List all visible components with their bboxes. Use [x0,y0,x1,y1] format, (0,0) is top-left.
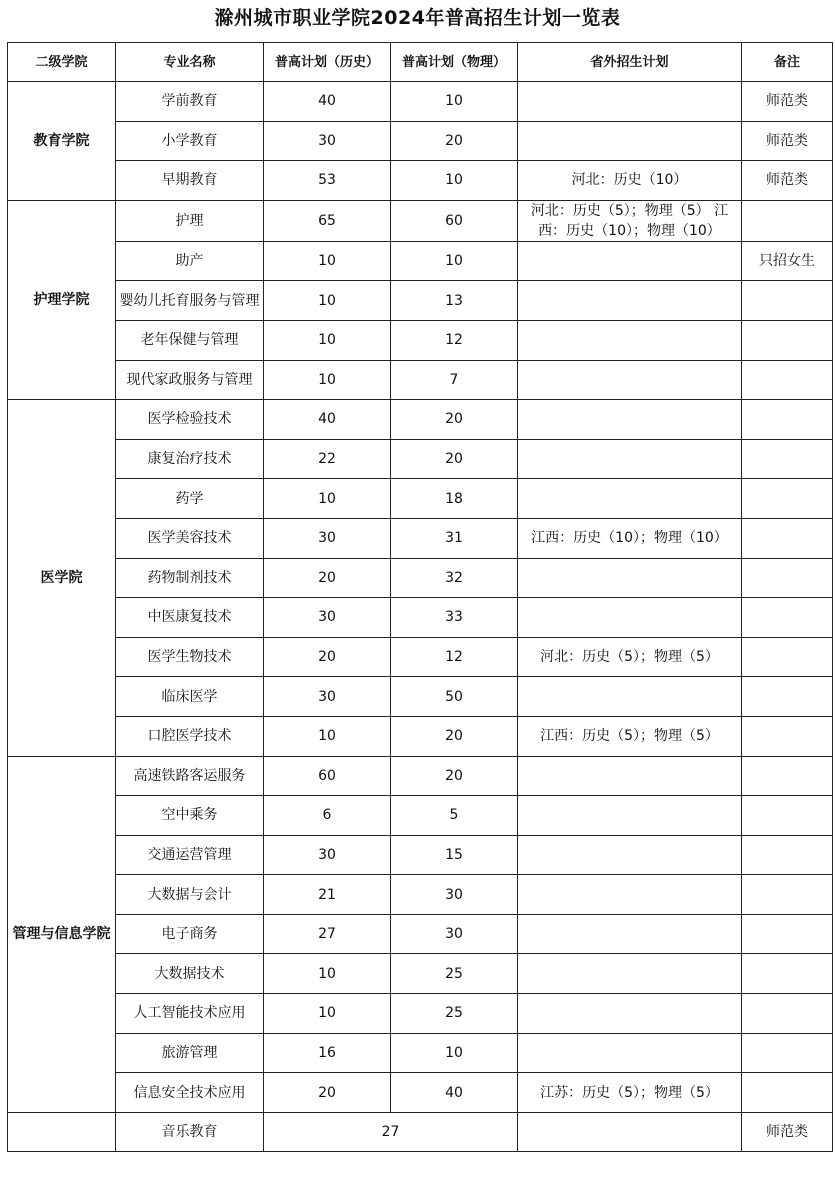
out-of-province-cell [518,121,742,161]
college-cell: 护理学院 [8,200,116,399]
history-cell: 65 [264,200,391,241]
remark-cell [742,400,833,440]
remark-cell [742,439,833,479]
table-row [8,914,833,954]
remark-cell [742,598,833,638]
history-cell: 10 [264,716,391,756]
table-row [8,400,833,440]
physics-cell: 25 [391,954,518,994]
remark-cell [742,479,833,519]
out-of-province-cell [518,835,742,875]
table-row [8,200,833,241]
physics-cell: 31 [391,518,518,558]
physics-cell: 50 [391,677,518,717]
physics-cell: 7 [391,360,518,400]
physics-cell: 40 [391,1073,518,1113]
history-cell: 30 [264,677,391,717]
major-cell: 音乐教育 [116,1112,264,1152]
major-cell: 临床医学 [116,677,264,717]
out-of-province-cell [518,400,742,440]
history-cell: 21 [264,875,391,915]
remark-cell: 师范类 [742,161,833,201]
remark-cell [742,954,833,994]
remark-cell [742,716,833,756]
history-cell: 27 [264,914,391,954]
out-of-province-cell [518,994,742,1034]
table-row [8,835,833,875]
physics-cell: 12 [391,637,518,677]
major-cell: 口腔医学技术 [116,716,264,756]
remark-cell [742,1033,833,1073]
table-row [8,756,833,796]
history-cell: 30 [264,518,391,558]
table-row [8,954,833,994]
remark-cell [742,994,833,1034]
physics-cell: 20 [391,756,518,796]
header-college: 二级学院 [8,43,116,82]
major-cell: 学前教育 [116,82,264,122]
major-cell: 交通运营管理 [116,835,264,875]
history-cell: 10 [264,241,391,281]
major-cell: 医学检验技术 [116,400,264,440]
header-history-plan: 普高计划（历史） [264,43,391,82]
table-row [8,1033,833,1073]
major-cell: 电子商务 [116,914,264,954]
major-cell: 空中乘务 [116,796,264,836]
table-row [8,82,833,122]
history-cell: 16 [264,1033,391,1073]
remark-cell [742,677,833,717]
remark-cell [742,360,833,400]
college-cell: 医学院 [8,400,116,756]
remark-cell [742,200,833,241]
major-cell: 医学美容技术 [116,518,264,558]
history-cell: 10 [264,281,391,321]
history-cell: 60 [264,756,391,796]
table-row [8,716,833,756]
out-of-province-cell [518,756,742,796]
remark-cell [742,518,833,558]
out-of-province-cell: 江西：历史（5）；物理（5） [518,716,742,756]
major-cell: 现代家政服务与管理 [116,360,264,400]
history-cell: 10 [264,954,391,994]
combined-plan-cell: 27 [264,1112,518,1152]
major-cell: 老年保健与管理 [116,320,264,360]
physics-cell: 20 [391,121,518,161]
major-cell: 人工智能技术应用 [116,994,264,1034]
remark-cell [742,1073,833,1113]
physics-cell: 60 [391,200,518,241]
major-cell: 早期教育 [116,161,264,201]
major-cell: 旅游管理 [116,1033,264,1073]
out-of-province-cell [518,320,742,360]
history-cell: 10 [264,479,391,519]
physics-cell: 20 [391,439,518,479]
out-of-province-cell [518,479,742,519]
physics-cell: 20 [391,400,518,440]
out-of-province-cell [518,360,742,400]
table-row [8,241,833,281]
out-of-province-cell [518,439,742,479]
history-cell: 10 [264,320,391,360]
out-of-province-cell [518,954,742,994]
table-row [8,637,833,677]
college-cell: 管理与信息学院 [8,756,116,1112]
out-of-province-cell [518,598,742,638]
header-row [8,43,833,82]
history-cell: 10 [264,994,391,1034]
out-of-province-cell [518,82,742,122]
major-cell: 助产 [116,241,264,281]
table-row [8,320,833,360]
history-cell: 20 [264,558,391,598]
table-row [8,1073,833,1113]
remark-cell [742,796,833,836]
out-of-province-cell: 江西：历史（10）；物理（10） [518,518,742,558]
out-of-province-cell [518,241,742,281]
out-of-province-cell: 河北：历史（5）；物理（5） 江西：历史（10）；物理（10） [518,200,742,241]
remark-cell [742,637,833,677]
remark-cell [742,558,833,598]
physics-cell: 25 [391,994,518,1034]
physics-cell: 10 [391,82,518,122]
physics-cell: 10 [391,161,518,201]
out-of-province-cell [518,558,742,598]
major-cell: 中医康复技术 [116,598,264,638]
major-cell: 大数据与会计 [116,875,264,915]
remark-cell [742,320,833,360]
remark-cell: 只招女生 [742,241,833,281]
physics-cell: 13 [391,281,518,321]
table-row [8,1112,833,1152]
physics-cell: 20 [391,716,518,756]
major-cell: 大数据技术 [116,954,264,994]
out-of-province-cell: 江苏：历史（5）；物理（5） [518,1073,742,1113]
out-of-province-cell [518,1033,742,1073]
header-remark: 备注 [742,43,833,82]
out-of-province-cell: 河北：历史（5）；物理（5） [518,637,742,677]
physics-cell: 30 [391,875,518,915]
major-cell: 医学生物技术 [116,637,264,677]
major-cell: 药物制剂技术 [116,558,264,598]
physics-cell: 10 [391,1033,518,1073]
major-cell: 康复治疗技术 [116,439,264,479]
table-row [8,796,833,836]
table-row [8,161,833,201]
table-row [8,875,833,915]
header-major: 专业名称 [116,43,264,82]
remark-cell [742,914,833,954]
history-cell: 30 [264,121,391,161]
history-cell: 40 [264,82,391,122]
physics-cell: 18 [391,479,518,519]
out-of-province-cell [518,677,742,717]
table-row [8,479,833,519]
out-of-province-cell [518,1112,742,1152]
header-out-of-province: 省外招生计划 [518,43,742,82]
out-of-province-cell [518,796,742,836]
physics-cell: 15 [391,835,518,875]
remark-cell: 师范类 [742,121,833,161]
college-cell [8,1112,116,1152]
table-row [8,121,833,161]
history-cell: 22 [264,439,391,479]
enrollment-plan-table [7,42,833,1152]
table-row [8,994,833,1034]
history-cell: 40 [264,400,391,440]
header-physics-plan: 普高计划（物理） [391,43,518,82]
physics-cell: 30 [391,914,518,954]
remark-cell [742,756,833,796]
college-cell: 教育学院 [8,82,116,201]
out-of-province-cell [518,914,742,954]
history-cell: 20 [264,637,391,677]
major-cell: 药学 [116,479,264,519]
remark-cell: 师范类 [742,1112,833,1152]
out-of-province-cell [518,281,742,321]
table-row [8,281,833,321]
table-row [8,558,833,598]
table-row [8,518,833,558]
page-title: 滁州城市职业学院2024年普高招生计划一览表 [214,7,621,29]
major-cell: 小学教育 [116,121,264,161]
out-of-province-cell [518,875,742,915]
major-cell: 护理 [116,200,264,241]
history-cell: 6 [264,796,391,836]
major-cell: 信息安全技术应用 [116,1073,264,1113]
remark-cell [742,875,833,915]
major-cell: 高速铁路客运服务 [116,756,264,796]
history-cell: 53 [264,161,391,201]
physics-cell: 5 [391,796,518,836]
remark-cell [742,835,833,875]
physics-cell: 32 [391,558,518,598]
out-of-province-cell: 河北：历史（10） [518,161,742,201]
history-cell: 30 [264,835,391,875]
history-cell: 10 [264,360,391,400]
physics-cell: 10 [391,241,518,281]
major-cell: 婴幼儿托育服务与管理 [116,281,264,321]
history-cell: 20 [264,1073,391,1113]
table-row [8,598,833,638]
physics-cell: 33 [391,598,518,638]
table-row [8,360,833,400]
remark-cell: 师范类 [742,82,833,122]
physics-cell: 12 [391,320,518,360]
table-row [8,439,833,479]
table-row [8,677,833,717]
remark-cell [742,281,833,321]
history-cell: 30 [264,598,391,638]
